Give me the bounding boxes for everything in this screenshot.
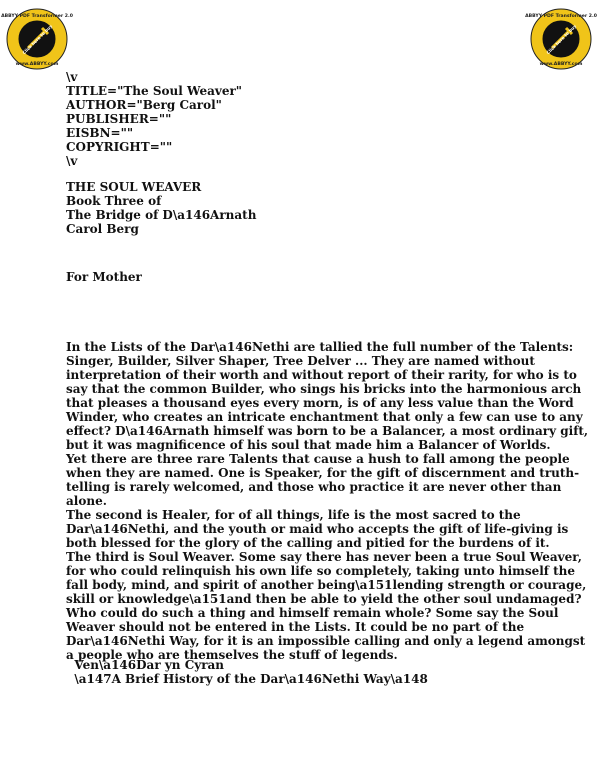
title-block [66,180,256,236]
body-line: interpretation of their worth and without report of their rarity, for who is to [66,368,577,382]
attribution-author: Ven\a146Dar yn Cyran [66,658,225,672]
body-line: Who could do such a thing and himself remain whole? Some say the Soul [66,606,559,620]
body-line: but it was magnificence of his soul that made him a Balancer of Worlds. [66,438,551,452]
body-line: for who could relinquish his own life so completely, taking unto himself the [66,564,576,578]
abbyy-badge-right[interactable] [525,8,597,70]
badge-bottom-text: www.ABBYY.com [539,62,583,67]
body-line: when they are named. One is Speaker, for the gift of discernment and truth- [66,466,580,480]
body-line: say that the common Builder, who sings his bricks into the harmonious arch [66,382,582,396]
body-line: Weaver should not be entered in the Lists. It could be no part of the [66,620,525,634]
metadata-line: \v [66,70,78,84]
abbyy-badge-icon [525,8,597,70]
dedication [66,270,142,284]
body-line: effect? D\a146Arnath himself was born to be a Balancer, a most ordinary gift, [66,424,589,438]
badge-center-text: Click here to buy [545,23,578,56]
metadata-line: EISBN="" [66,126,134,140]
metadata-line: TITLE="The Soul Weaver" [66,84,243,98]
body-line: The second is Healer, for of all things, life is the most sacred to the [66,508,521,522]
body-line: fall body, mind, and spirit of another being\a151lending strength or courage, [66,578,587,592]
badge-bottom-text: www.ABBYY.com [15,62,59,67]
body-line: that pleases a thousand eyes every morn, is of any less value than the Word [66,396,574,410]
body-line: both blessed for the glory of the calling and pitied for the burdens of it. [66,536,550,550]
metadata-line: PUBLISHER="" [66,112,172,126]
metadata-line: COPYRIGHT="" [66,140,173,154]
body-line: In the Lists of the Dar\a146Nethi are tallied the full number of the Talents: [66,340,574,354]
dedication-text: For Mother [66,270,142,284]
abbyy-badge-left[interactable] [1,8,73,70]
epigraph-body [66,340,589,662]
attribution-source: \a147A Brief History of the Dar\a146Nethi Way\a148 [66,672,428,686]
body-line: a people who are themselves the stuff of legends. [66,648,398,662]
badge-arc-text: ABBYY PDF Transformer 2.0 [1,14,73,19]
attribution [66,658,428,686]
author-name: Carol Berg [66,222,139,236]
body-line: skill or knowledge\a151and then be able to yield the other soul undamaged? [66,592,582,606]
abbyy-badge-icon [1,8,73,70]
body-line: Winder, who creates an intricate enchantment that only a few can use to any [66,410,583,424]
badge-center-text: Click here to buy [21,23,54,56]
series-line: Book Three of [66,194,162,208]
body-line: Dar\a146Nethi Way, for it is an impossible calling and only a legend amongst [66,634,586,648]
badge-arc-text: ABBYY PDF Transformer 2.0 [525,14,597,19]
body-line: telling is rarely welcomed, and those who practice it are never other than [66,480,562,494]
metadata-line: \v [66,154,78,168]
body-line: alone. [66,494,107,508]
body-line: The third is Soul Weaver. Some say there has never been a true Soul Weaver, [66,550,582,564]
body-line: Yet there are three rare Talents that cause a hush to fall among the people [66,452,570,466]
body-line: Singer, Builder, Silver Shaper, Tree Delver ... They are named without [66,354,535,368]
series-name: The Bridge of D\a146Arnath [66,208,257,222]
book-title: THE SOUL WEAVER [66,180,202,194]
body-line: Dar\a146Nethi, and the youth or maid who accepts the gift of life-giving is [66,522,569,536]
metadata-line: AUTHOR="Berg Carol" [66,98,222,112]
metadata-block [66,70,242,168]
